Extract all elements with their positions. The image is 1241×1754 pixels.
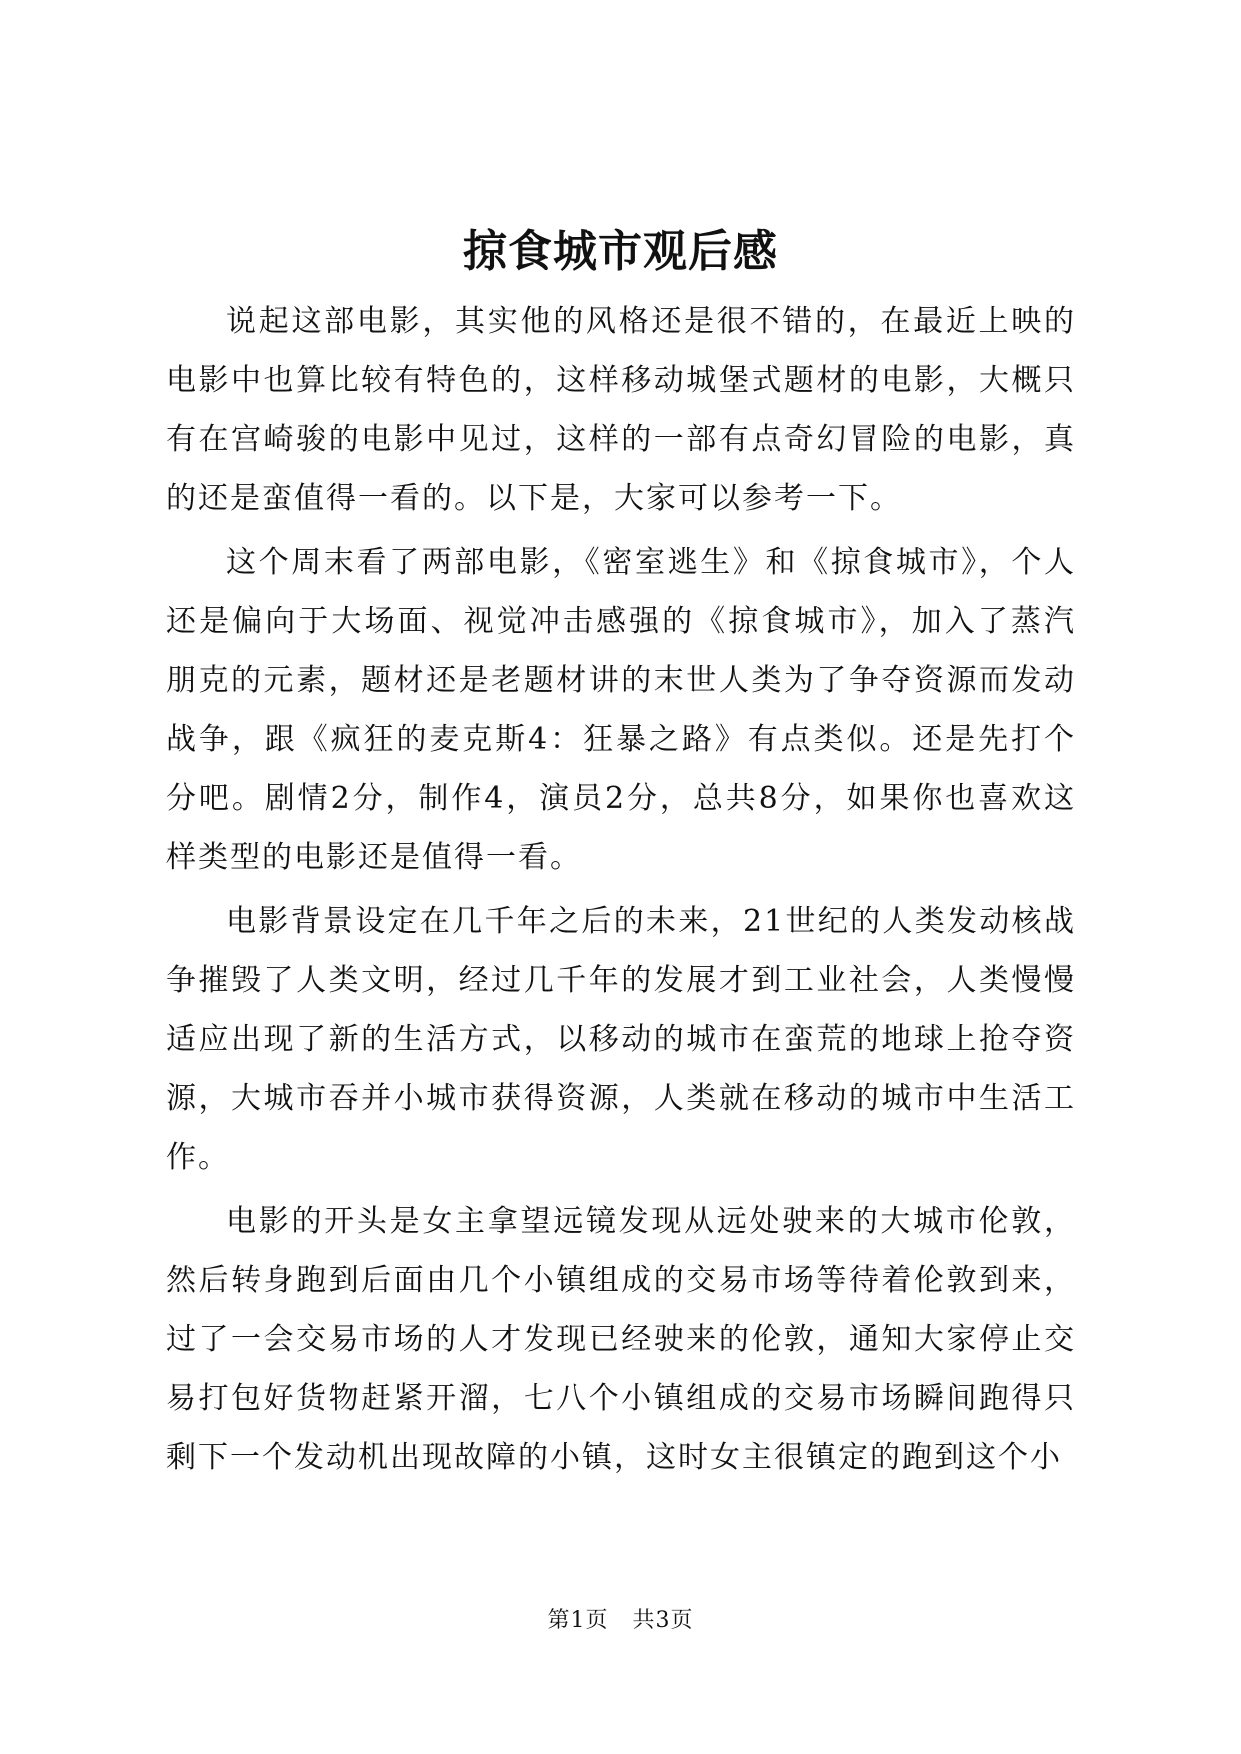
paragraph: 说起这部电影，其实他的风格还是很不错的，在最近上映的电影中也算比较有特色的，这样移动城堡式题材的电影，大概只有在宫崎骏的电影中见过，这样的一部有点奇幻冒险的电影，真的还是蛮值得一看的。以下是，大家可以参考一下。 bbox=[166, 304, 1076, 516]
paragraph: 这个周末看了两部电影，《密室逃生》和《掠食城市》，个人还是偏向于大场面、视觉冲击感强的《掠食城市》，加入了蒸汽朋克的元素，题材还是老题材讲的末世人类为了争夺资源而发动战争，跟《疯狂的麦克斯4：狂暴之路》有点类似。还是先打个分吧。剧情2分，制作4，演员2分，总共8分，如果你也喜欢这样类型的电影还是值得一看。 bbox=[166, 545, 1076, 875]
page-number: 第1页 bbox=[547, 1608, 609, 1633]
page-footer bbox=[0, 1606, 1241, 1636]
document-body bbox=[166, 292, 1076, 1487]
page-total: 共3页 bbox=[632, 1608, 694, 1633]
document-title: 掠食城市观后感 bbox=[463, 226, 778, 277]
page-separator bbox=[617, 1608, 625, 1633]
paragraph: 电影的开头是女主拿望远镜发现从远处驶来的大城市伦敦，然后转身跑到后面由几个小镇组成的交易市场等待着伦敦到来，过了一会交易市场的人才发现已经驶来的伦敦，通知大家停止交易打包好货物赶紧开溜，七八个小镇组成的交易市场瞬间跑得只剩下一个发动机出现故障的小镇，这时女主很镇定的跑到这个小 bbox=[166, 1204, 1076, 1475]
paragraph: 电影背景设定在几千年之后的未来，21世纪的人类发动核战争摧毁了人类文明，经过几千年的发展才到工业社会，人类慢慢适应出现了新的生活方式，以移动的城市在蛮荒的地球上抢夺资源，大城市吞并小城市获得资源，人类就在移动的城市中生活工作。 bbox=[166, 904, 1076, 1175]
